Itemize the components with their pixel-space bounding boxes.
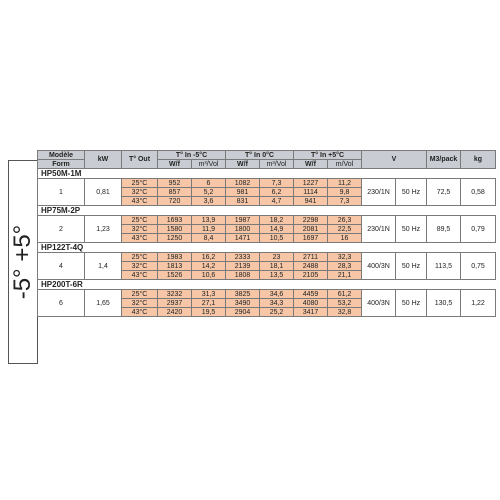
- header-modele: Modèle: [38, 151, 85, 160]
- wf-plus5-cell: 2298: [294, 216, 328, 225]
- m3vol-minus5-cell: 3,6: [192, 197, 226, 206]
- header-form: Form: [38, 160, 85, 169]
- wf-0-cell: 1800: [226, 225, 260, 234]
- frequency-cell: 50 Hz: [396, 179, 427, 206]
- header-t-in-0: T° In 0°C: [226, 151, 294, 160]
- voltage-cell: 400/3N: [362, 290, 396, 317]
- model-header-row: [38, 206, 496, 216]
- table-row: [38, 253, 496, 262]
- wf-plus5-cell: 1114: [294, 188, 328, 197]
- wf-minus5-cell: 1983: [158, 253, 192, 262]
- mvol-plus5-cell: 22,5: [328, 225, 362, 234]
- kg-cell: 0,58: [461, 179, 496, 206]
- wf-plus5-cell: 4080: [294, 299, 328, 308]
- kw-cell: 1,65: [85, 290, 122, 317]
- t-out-cell: 43°C: [122, 308, 158, 317]
- header-t-out: T° Out: [122, 151, 158, 169]
- table-row: [38, 216, 496, 225]
- mvol-plus5-cell: 26,3: [328, 216, 362, 225]
- mvol-plus5-cell: 21,1: [328, 271, 362, 280]
- t-out-cell: 25°C: [122, 216, 158, 225]
- t-out-cell: 43°C: [122, 234, 158, 243]
- m3pack-cell: 72,5: [427, 179, 461, 206]
- header-kw: kW: [85, 151, 122, 169]
- wf-0-cell: 831: [226, 197, 260, 206]
- t-out-cell: 43°C: [122, 271, 158, 280]
- model-header-row: [38, 243, 496, 253]
- wf-0-cell: 3825: [226, 290, 260, 299]
- mvol-plus5-cell: 53,2: [328, 299, 362, 308]
- wf-plus5-cell: 4459: [294, 290, 328, 299]
- header-m3pack: M3/pack: [427, 151, 461, 169]
- form-cell: 1: [38, 179, 85, 206]
- kg-cell: 1,22: [461, 290, 496, 317]
- wf-minus5-cell: 1250: [158, 234, 192, 243]
- header-m3vol-1: m³/Vol: [192, 160, 226, 169]
- temperature-range-label: [8, 160, 38, 364]
- mvol-plus5-cell: 9,8: [328, 188, 362, 197]
- header-wf-1: W/f: [158, 160, 192, 169]
- wf-0-cell: 1471: [226, 234, 260, 243]
- t-out-cell: 32°C: [122, 188, 158, 197]
- wf-minus5-cell: 2420: [158, 308, 192, 317]
- mvol-plus5-cell: 61,2: [328, 290, 362, 299]
- header-t-in-minus-5: T° In -5°C: [158, 151, 226, 160]
- m3vol-0-cell: 7,3: [260, 179, 294, 188]
- spec-table: [37, 150, 496, 317]
- voltage-cell: 230/1N: [362, 179, 396, 206]
- table-row: [38, 290, 496, 299]
- wf-minus5-cell: 720: [158, 197, 192, 206]
- m3vol-0-cell: 6,2: [260, 188, 294, 197]
- table-row: [38, 179, 496, 188]
- header-kg: kg: [461, 151, 496, 169]
- t-out-cell: 32°C: [122, 262, 158, 271]
- wf-0-cell: 2904: [226, 308, 260, 317]
- kw-cell: 0,81: [85, 179, 122, 206]
- wf-minus5-cell: 952: [158, 179, 192, 188]
- m3pack-cell: 130,5: [427, 290, 461, 317]
- m3vol-0-cell: 34,3: [260, 299, 294, 308]
- m3vol-minus5-cell: 5,2: [192, 188, 226, 197]
- wf-minus5-cell: 857: [158, 188, 192, 197]
- header-v: V: [362, 151, 427, 169]
- wf-plus5-cell: 2488: [294, 262, 328, 271]
- m3vol-minus5-cell: 19,5: [192, 308, 226, 317]
- m3vol-0-cell: 18,1: [260, 262, 294, 271]
- mvol-plus5-cell: 11,2: [328, 179, 362, 188]
- wf-minus5-cell: 1813: [158, 262, 192, 271]
- wf-plus5-cell: 2105: [294, 271, 328, 280]
- m3vol-minus5-cell: 10,6: [192, 271, 226, 280]
- model-header-row: [38, 280, 496, 290]
- wf-plus5-cell: 1227: [294, 179, 328, 188]
- voltage-cell: 230/1N: [362, 216, 396, 243]
- wf-plus5-cell: 941: [294, 197, 328, 206]
- m3vol-0-cell: 25,2: [260, 308, 294, 317]
- mvol-plus5-cell: 32,8: [328, 308, 362, 317]
- model-name: HP122T-4Q: [38, 243, 122, 253]
- t-out-cell: 25°C: [122, 290, 158, 299]
- frequency-cell: 50 Hz: [396, 253, 427, 280]
- t-out-cell: 25°C: [122, 179, 158, 188]
- kw-cell: 1,4: [85, 253, 122, 280]
- frequency-cell: 50 Hz: [396, 216, 427, 243]
- wf-0-cell: 3490: [226, 299, 260, 308]
- m3vol-minus5-cell: 31,3: [192, 290, 226, 299]
- m3vol-minus5-cell: 27,1: [192, 299, 226, 308]
- kg-cell: 0,75: [461, 253, 496, 280]
- wf-minus5-cell: 1526: [158, 271, 192, 280]
- kg-cell: 0,79: [461, 216, 496, 243]
- header-m3vol-2: m³/Vol: [260, 160, 294, 169]
- m3vol-0-cell: 23: [260, 253, 294, 262]
- wf-minus5-cell: 1693: [158, 216, 192, 225]
- model-name: HP75M-2P: [38, 206, 122, 216]
- m3vol-0-cell: 14,9: [260, 225, 294, 234]
- wf-plus5-cell: 1697: [294, 234, 328, 243]
- t-out-cell: 32°C: [122, 299, 158, 308]
- wf-plus5-cell: 3417: [294, 308, 328, 317]
- model-name: HP50M-1M: [38, 169, 122, 179]
- wf-0-cell: 2333: [226, 253, 260, 262]
- wf-minus5-cell: 1580: [158, 225, 192, 234]
- wf-plus5-cell: 2081: [294, 225, 328, 234]
- wf-0-cell: 2139: [226, 262, 260, 271]
- wf-0-cell: 981: [226, 188, 260, 197]
- m3pack-cell: 113,5: [427, 253, 461, 280]
- m3vol-0-cell: 34,6: [260, 290, 294, 299]
- m3vol-minus5-cell: 16,2: [192, 253, 226, 262]
- m3vol-0-cell: 13,5: [260, 271, 294, 280]
- wf-minus5-cell: 2937: [158, 299, 192, 308]
- wf-0-cell: 1082: [226, 179, 260, 188]
- header-wf-3: W/f: [294, 160, 328, 169]
- header-t-in-plus-5: T° In +5°C: [294, 151, 362, 160]
- mvol-plus5-cell: 16: [328, 234, 362, 243]
- mvol-plus5-cell: 28,3: [328, 262, 362, 271]
- t-out-cell: 32°C: [122, 225, 158, 234]
- m3vol-0-cell: 10,5: [260, 234, 294, 243]
- kw-cell: 1,23: [85, 216, 122, 243]
- mvol-plus5-cell: 7,3: [328, 197, 362, 206]
- frequency-cell: 50 Hz: [396, 290, 427, 317]
- m3vol-minus5-cell: 8,4: [192, 234, 226, 243]
- m3vol-minus5-cell: 13,9: [192, 216, 226, 225]
- m3vol-minus5-cell: 6: [192, 179, 226, 188]
- mvol-plus5-cell: 32,3: [328, 253, 362, 262]
- side-label-text: -5° +5°: [9, 224, 36, 300]
- t-out-cell: 43°C: [122, 197, 158, 206]
- m3vol-0-cell: 4,7: [260, 197, 294, 206]
- m3pack-cell: 89,5: [427, 216, 461, 243]
- wf-minus5-cell: 3232: [158, 290, 192, 299]
- m3vol-0-cell: 18,2: [260, 216, 294, 225]
- header-wf-2: W/f: [226, 160, 260, 169]
- form-cell: 4: [38, 253, 85, 280]
- m3vol-minus5-cell: 14,2: [192, 262, 226, 271]
- t-out-cell: 25°C: [122, 253, 158, 262]
- voltage-cell: 400/3N: [362, 253, 396, 280]
- form-cell: 6: [38, 290, 85, 317]
- model-name: HP200T-6R: [38, 280, 122, 290]
- wf-plus5-cell: 2711: [294, 253, 328, 262]
- form-cell: 2: [38, 216, 85, 243]
- model-header-row: [38, 169, 496, 179]
- wf-0-cell: 1987: [226, 216, 260, 225]
- header-mvol-3: m/Vol: [328, 160, 362, 169]
- wf-0-cell: 1808: [226, 271, 260, 280]
- m3vol-minus5-cell: 11,9: [192, 225, 226, 234]
